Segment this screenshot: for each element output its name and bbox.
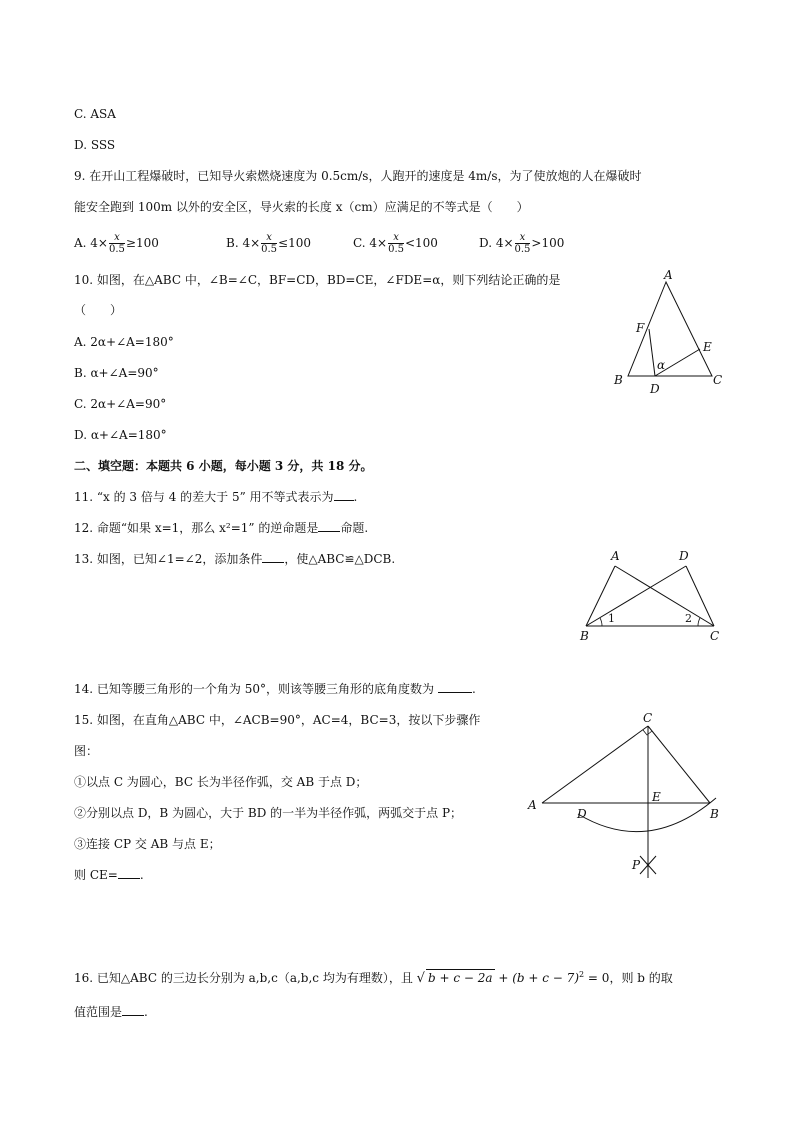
label-c: C	[710, 629, 720, 643]
segment-fd	[649, 329, 655, 376]
q11-end: .	[353, 490, 358, 504]
option-label: B. 4×	[226, 236, 261, 250]
segment-ac	[615, 566, 714, 626]
q15-line1: 15. 如图，在直角△ABC 中，∠ACB=90°，AC=4，BC=3，按以下步骤作	[74, 713, 481, 727]
q10-option-c: C. 2α+∠A=90°	[74, 397, 167, 411]
q16-line2-text: 值范围是	[74, 1005, 123, 1019]
q10-line2: （ ）	[74, 303, 123, 317]
q16-line2	[74, 1004, 148, 1020]
sqrt-radicand: b + c − 2a	[427, 971, 493, 985]
option-relation: >100	[531, 236, 565, 250]
q10-triangle-figure	[605, 262, 735, 402]
option-relation: ≤100	[278, 236, 312, 250]
label-e: E	[652, 790, 661, 804]
label-b: B	[710, 807, 719, 821]
option-relation: ≥100	[125, 236, 159, 250]
q10-line1: 10. 如图，在△ABC 中，∠B=∠C，BF=CD，BD=CE，∠FDE=α，则下列结论正确的是	[74, 273, 561, 287]
q16-equals: = 0	[587, 971, 610, 985]
q16-exponent: 2	[579, 970, 585, 979]
label-d: D	[679, 549, 689, 563]
q10-option-a: A. 2α+∠A=180°	[74, 335, 174, 349]
label-a: A	[528, 798, 537, 812]
q9-option-d	[479, 232, 564, 255]
angle-2-arc	[698, 618, 700, 626]
q12	[74, 520, 368, 536]
q13-figure	[572, 548, 732, 644]
label-d: D	[650, 382, 660, 396]
label-a: A	[664, 268, 673, 282]
q15-end: .	[139, 868, 144, 882]
q10-option-d: D. α+∠A=180°	[74, 428, 167, 442]
label-angle-2: 2	[685, 612, 692, 625]
option-label: A. 4×	[74, 236, 108, 250]
label-e: E	[703, 340, 712, 354]
q15-last-text: 则 CE=	[74, 868, 118, 882]
fraction-numerator: x	[388, 232, 404, 244]
q16-end: .	[144, 1005, 148, 1019]
option-relation: <100	[404, 236, 438, 250]
q15-step2: ②分别以点 D，B 为圆心，大于 BD 的一半为半径作弧，两弧交于点 P；	[74, 806, 463, 820]
label-b: B	[614, 373, 623, 387]
fraction-numerator: x	[261, 232, 277, 244]
q15-step3: ③连接 CP 交 AB 与点 E；	[74, 837, 221, 851]
q13	[74, 551, 395, 567]
q15-last	[74, 867, 144, 883]
q13-text: 13. 如图，已知∠1=∠2，添加条件	[74, 552, 263, 566]
q12-end: 命题.	[340, 521, 369, 535]
q14	[74, 681, 476, 697]
label-p: P	[632, 858, 641, 872]
q14-text: 14. 已知等腰三角形的一个角为 50°，则该等腰三角形的底角度数为	[74, 682, 434, 696]
q8-option-c: C. ASA	[74, 107, 116, 121]
q9-option-c	[353, 232, 438, 255]
q15-construction-figure	[524, 706, 730, 886]
label-b: B	[580, 629, 589, 643]
angle-1-arc	[600, 618, 602, 626]
option-label: D. 4×	[479, 236, 514, 250]
q13-end: ，使△ABC≌△DCB.	[284, 552, 396, 566]
label-a: A	[611, 549, 620, 563]
q11	[74, 489, 357, 505]
label-d: D	[577, 807, 587, 821]
q16-line1	[74, 967, 673, 987]
fraction-numerator: x	[109, 232, 125, 244]
label-angle-1: 1	[608, 612, 615, 625]
fraction-denominator: 0.5	[261, 244, 278, 255]
q9-line2: 能安全跑到 100m 以外的安全区，导火索的长度 x（cm）应满足的不等式是（ ）	[74, 200, 529, 214]
answer-blank[interactable]	[334, 490, 354, 501]
answer-blank[interactable]	[118, 868, 140, 879]
fraction-denominator: 0.5	[514, 244, 531, 255]
answer-blank[interactable]	[438, 682, 472, 693]
answer-blank[interactable]	[262, 552, 284, 563]
label-f: F	[636, 321, 645, 335]
q10-option-b: B. α+∠A=90°	[74, 366, 159, 380]
q16-squared-term: + (b + c − 7)	[498, 971, 579, 985]
q11-text: 11. “x 的 3 倍与 4 的差大于 5” 用不等式表示为	[74, 490, 334, 504]
section-title: 二、填空题：本题共 6 小题，每小题 3 分，共 18 分。	[74, 459, 373, 473]
sqrt-symbol: √	[416, 971, 425, 986]
label-alpha: α	[657, 358, 666, 372]
option-label: C. 4×	[353, 236, 388, 250]
q9-option-a	[74, 232, 159, 255]
q8-option-d: D. SSS	[74, 138, 116, 152]
fraction-denominator: 0.5	[108, 244, 125, 255]
q16-text: 16. 已知△ABC 的三边长分别为 a,b,c（a,b,c 均为有理数），且	[74, 971, 413, 985]
q16-text-tail: ，则 b 的取	[609, 971, 673, 985]
answer-blank[interactable]	[122, 1005, 144, 1016]
fraction-numerator: x	[515, 232, 531, 244]
answer-blank[interactable]	[318, 521, 340, 532]
q14-end: .	[472, 682, 476, 696]
label-c: C	[643, 711, 653, 725]
q9-option-b	[226, 232, 311, 255]
fraction-denominator: 0.5	[388, 244, 404, 255]
q12-text: 12. 命题“如果 x=1，那么 x²=1” 的逆命题是	[74, 521, 319, 535]
label-c: C	[713, 373, 723, 387]
q15-line2: 图：	[74, 744, 99, 758]
q9-line1: 9. 在开山工程爆破时，已知导火索燃烧速度为 0.5cm/s，人跑开的速度是 4m/s，为了使放炮的人在爆破时	[74, 169, 642, 183]
q15-step1: ①以点 C 为圆心，BC 长为半径作弧，交 AB 于点 D；	[74, 775, 368, 789]
segment-ac	[542, 726, 648, 803]
